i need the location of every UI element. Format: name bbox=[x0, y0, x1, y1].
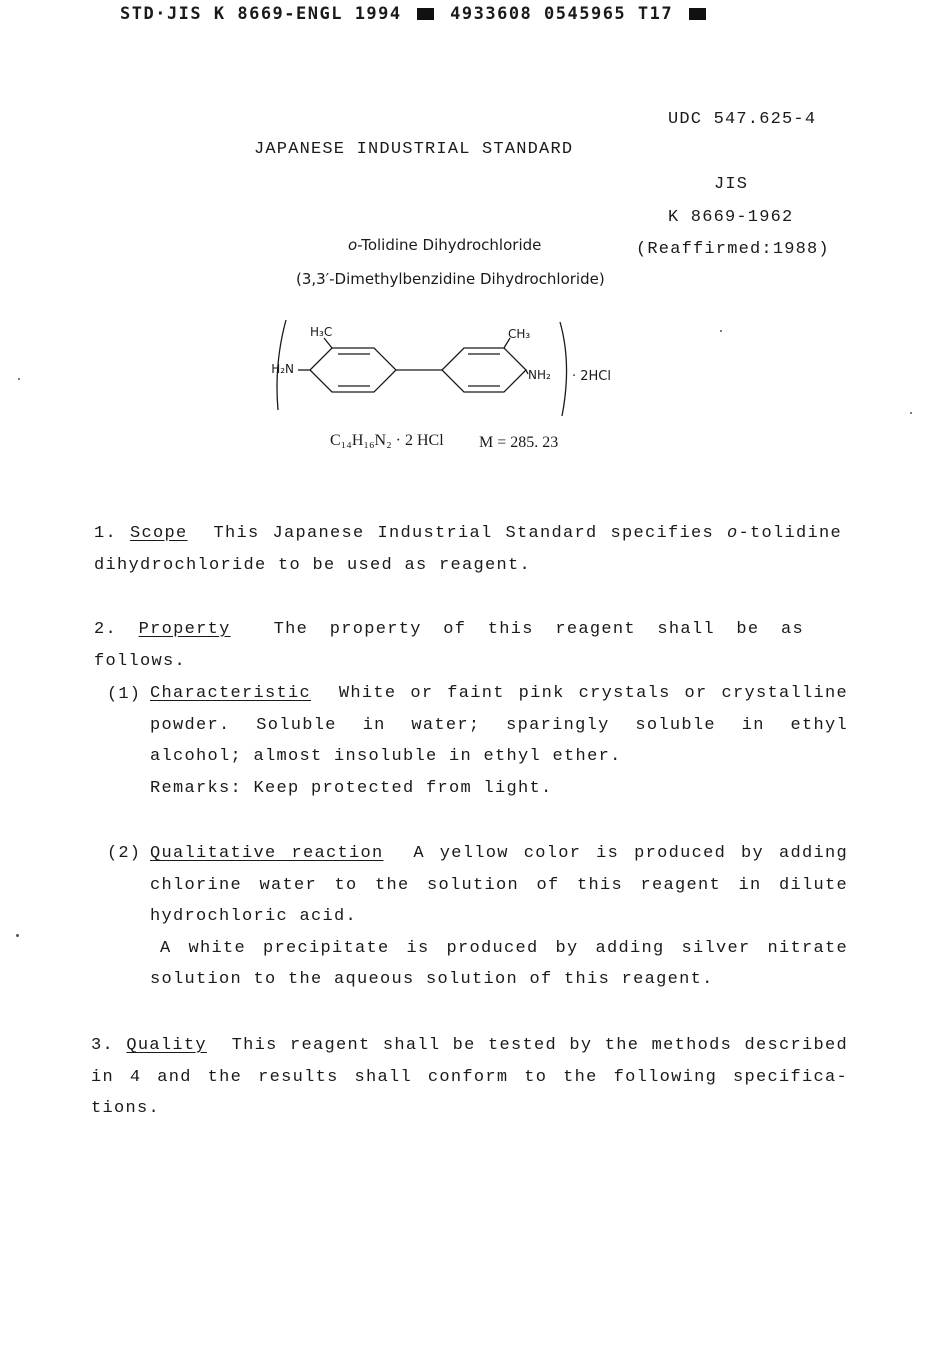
black-block-icon bbox=[689, 8, 706, 20]
page-title: JAPANESE INDUSTRIAL STANDARD bbox=[254, 140, 574, 159]
molecular-formula: C₁₄H₁₆N₂ · 2 HCl bbox=[330, 432, 444, 449]
compound-name bbox=[348, 236, 541, 254]
section-number: 3. bbox=[91, 1036, 115, 1055]
reaffirmed-date: (Reaffirmed:1988) bbox=[636, 240, 830, 259]
udc-number: UDC 547.625-4 bbox=[668, 110, 817, 129]
header-codes: 4933608 0545965 T17 bbox=[450, 4, 674, 24]
document-header-line bbox=[120, 4, 710, 24]
subsection-number: (2) bbox=[107, 844, 142, 863]
structural-formula-diagram bbox=[268, 314, 628, 424]
compound-name-rest: -Tolidine Dihydrochloride bbox=[357, 236, 542, 254]
subsection-qualitative-reaction: Qualitative reaction A yellow color is produced by adding chlorine water to the solution of this reagent in dilute hydrochloric acid. A white precipitate is produced by adding silver nitrate solution to the aqueous solution of this reagent. bbox=[150, 844, 848, 989]
hydrochloride-label: · 2HCl bbox=[572, 369, 611, 384]
methyl-right-label: CH₃ bbox=[508, 327, 531, 341]
scan-speck bbox=[720, 330, 722, 332]
right-bracket bbox=[560, 322, 567, 416]
scan-speck bbox=[910, 412, 912, 414]
jis-number: K 8669-1962 bbox=[668, 208, 794, 227]
section-quality: 3. Quality This reagent shall be tested by the methods described in 4 and the results shall conform to the following specifica- tions. bbox=[91, 1036, 848, 1118]
section-heading: Scope bbox=[130, 524, 188, 543]
header-standard-id: STD·JIS K 8669-ENGL 1994 bbox=[120, 4, 402, 24]
section-heading: Property bbox=[138, 620, 231, 639]
amine-left-label: H₂N bbox=[271, 362, 294, 376]
subsection-heading: Characteristic bbox=[150, 684, 312, 703]
subsection-number: (1) bbox=[107, 685, 142, 704]
section-heading: Quality bbox=[126, 1036, 207, 1055]
section-number: 1. bbox=[94, 524, 118, 543]
jis-label: JIS bbox=[714, 175, 749, 194]
section-number: 2. bbox=[94, 620, 118, 639]
section-property: 2. Property The property of this reagent shall be as follows. bbox=[94, 620, 804, 671]
compound-name-prefix: o bbox=[348, 236, 358, 254]
methyl-left-label: H₃C bbox=[310, 325, 333, 339]
subsection-characteristic: Characteristic White or faint pink crystals or crystalline powder. Soluble in water; sparingly soluble in ethyl alcohol; almost insoluble in ethyl ether. Remarks: Keep protected from light. bbox=[150, 678, 848, 804]
subsection-heading: Qualitative reaction bbox=[150, 844, 384, 863]
compound-alt-name: (3,3′-Dimethylbenzidine Dihydrochloride) bbox=[296, 270, 605, 288]
remarks-text: Remarks: Keep protected from light. bbox=[150, 778, 553, 798]
black-block-icon bbox=[417, 8, 434, 20]
scan-speck bbox=[18, 378, 20, 380]
section-scope: 1. Scope This Japanese Industrial Standard specifies o-tolidine dihydrochloride to be used as reagent. bbox=[94, 524, 842, 575]
molecular-mass: M = 285. 23 bbox=[479, 434, 559, 451]
amine-right-label: NH₂ bbox=[528, 368, 551, 382]
scan-speck bbox=[16, 934, 19, 937]
